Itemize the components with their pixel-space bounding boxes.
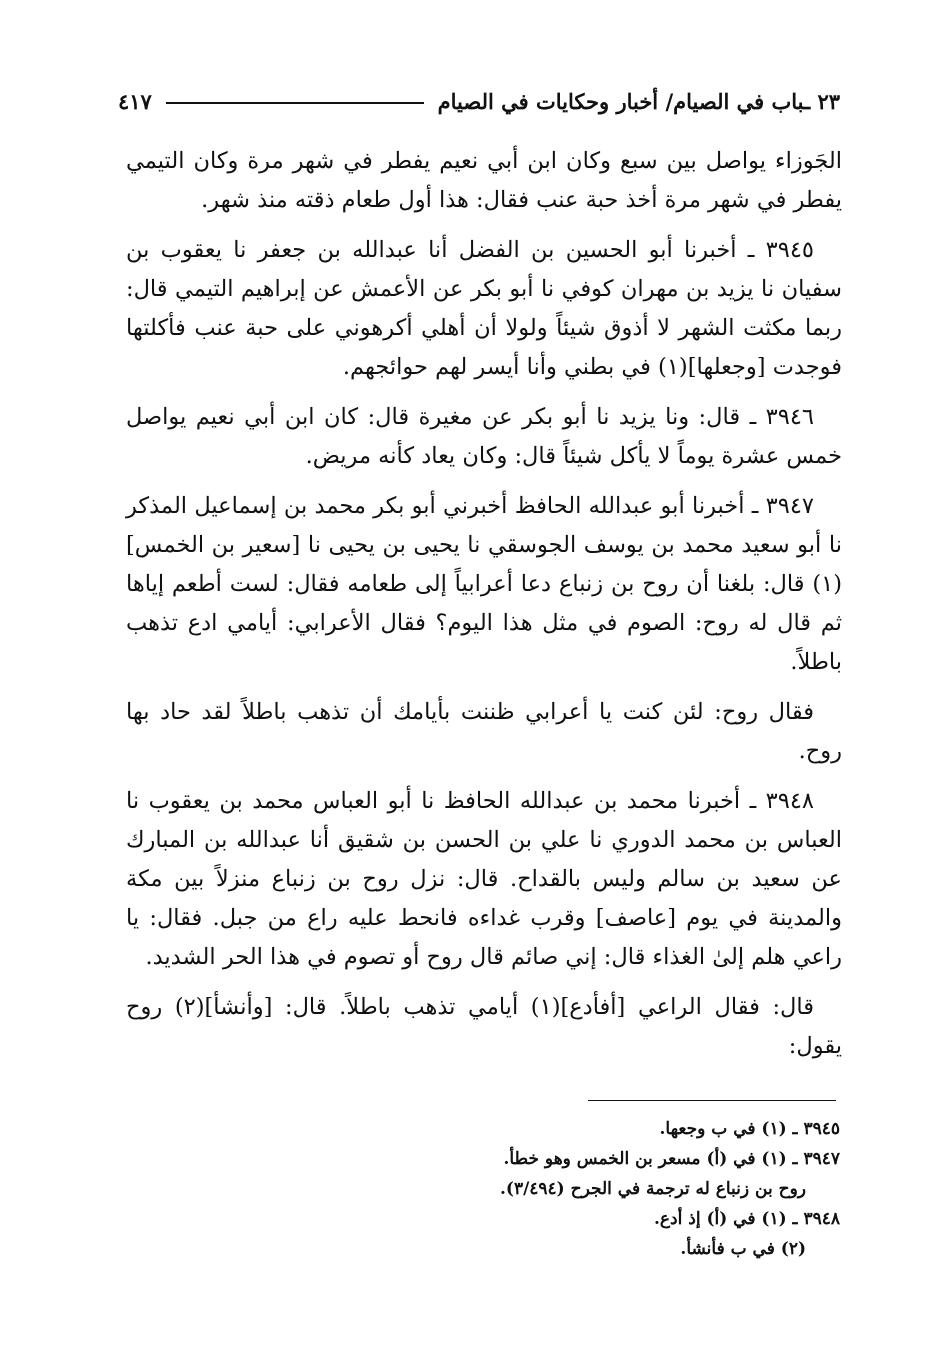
footnote: (٢) في ب فأنشأ. bbox=[680, 1239, 806, 1259]
footnote-separator bbox=[588, 1100, 836, 1101]
main-text bbox=[126, 142, 842, 1077]
footnotes bbox=[300, 1114, 840, 1264]
footnote: ٣٩٤٨ ـ (١) في (أ) إذ أدع. bbox=[653, 1209, 840, 1229]
header-rule bbox=[166, 102, 424, 104]
footnote: روح بن زنباع له ترجمة في الجرح (٣/٤٩٤). bbox=[499, 1179, 806, 1199]
paragraph-3947: ٣٩٤٧ ـ أخبرنا أبو عبدالله الحافظ أخبرني أبو بكر محمد بن إسماعيل المذكر نا أبو سعيد محمد بن يوسف الجوسقي نا يحيى بن يحيى نا [سعير بن الخمس](١) قال: بلغنا أن روح بن زنباع دعا أعرابياً إلى طعامه فقال: لست أطعم إياها ثم قال له روح: الصوم في مثل هذا اليوم؟ فقال الأعرابي: أيامي ادع تذهب باطلاً. bbox=[126, 493, 842, 675]
paragraph-continuation: الجَوزاء يواصل بين سبع وكان ابن أبي نعيم يفطر في شهر مرة وكان التيمي يفطر في شهر مرة أخذ حبة عنب فقال: هذا أول طعام ذقته منذ شهر. bbox=[126, 148, 842, 213]
paragraph-3946: ٣٩٤٦ ـ قال: ونا يزيد نا أبو بكر عن مغيرة قال: كان ابن أبي نعيم يواصل خمس عشرة يوماً لا يأكل شيئاً قال: وكان يعاد كأنه مريض. bbox=[126, 404, 842, 469]
paragraph-3948: ٣٩٤٨ ـ أخبرنا محمد بن عبدالله الحافظ نا أبو العباس محمد بن يعقوب نا العباس بن محمد الدوري نا علي بن الحسن بن شقيق أنا عبدالله بن المبارك عن سعيد بن سالم وليس بالقداح. قال: نزل روح بن زنباع منزلاً بين مكة والمدينة في يوم [عاصف] وقرب غداءه فانحط عليه راع من جبل. فقال: يا راعي هلم إلىٰ الغذاء قال: إني صائم قال روح أو تصوم في هذا الحر الشديد. bbox=[126, 788, 842, 970]
paragraph-rawh-reply: فقال روح: لئن كنت يا أعرابي ظننت بأيامك أن تذهب باطلاً لقد حاد بها روح. bbox=[126, 699, 842, 764]
page-number: ٤١٧ bbox=[118, 88, 152, 114]
paragraph-3945: ٣٩٤٥ ـ أخبرنا أبو الحسين بن الفضل أنا عبدالله بن جعفر نا يعقوب بن سفيان نا يزيد بن مهران كوفي نا أبو بكر عن الأعمش عن إبراهيم التيمي قال: ربما مكثت الشهر لا أذوق شيئاً ولولا أن أهلي أكرهوني على حبة عنب فأكلتها فوجدت [وجعلها](١) في بطني وأنا أيسر لهم حوائجهم. bbox=[126, 237, 842, 380]
footnote: ٣٩٤٥ ـ (١) في ب وجعها. bbox=[659, 1119, 840, 1139]
page-header bbox=[118, 86, 840, 116]
running-title: ٢٣ ـباب في الصيام/ أخبار وحكايات في الصيام bbox=[437, 88, 840, 114]
paragraph-shepherd-reply: قال: فقال الراعي [أفأدع](١) أيامي تذهب باطلاً. قال: [وأنشأ](٢) روح يقول: bbox=[126, 994, 842, 1059]
footnote: ٣٩٤٧ ـ (١) في (أ) مسعر بن الخمس وهو خطأ. bbox=[503, 1149, 840, 1169]
